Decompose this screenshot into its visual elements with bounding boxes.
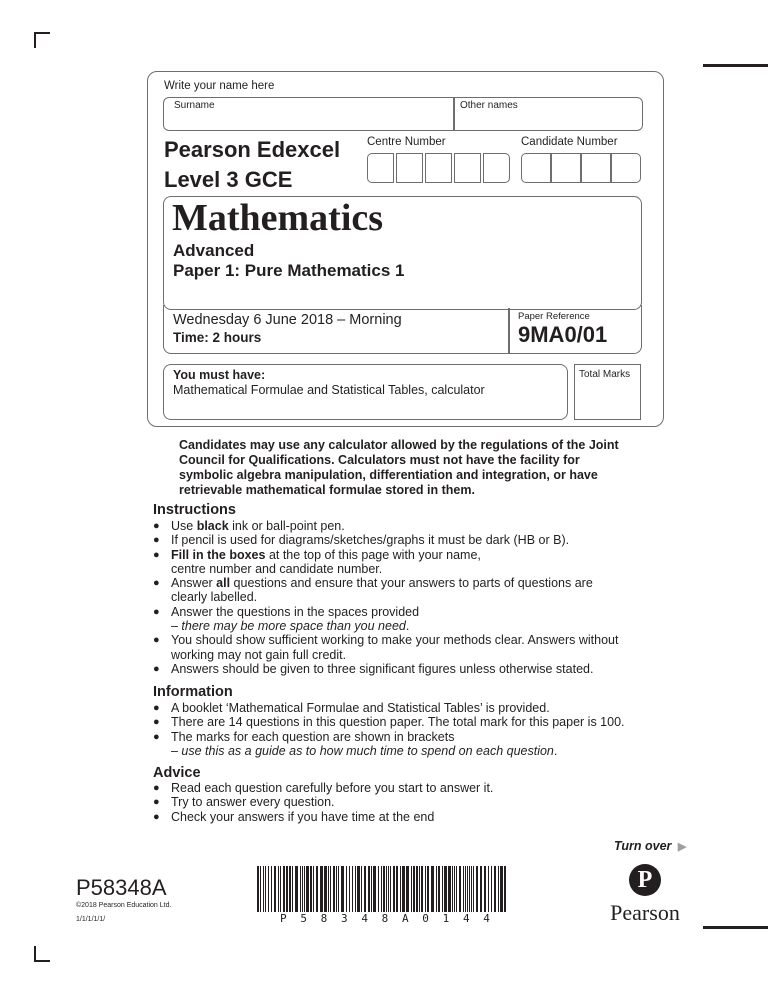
information-heading: Information (153, 684, 233, 700)
barcode-bar (289, 866, 291, 912)
barcode-digit: P (280, 912, 287, 925)
barcode-bar (260, 866, 261, 912)
other-names-field[interactable] (457, 112, 640, 129)
candidate-number-label: Candidate Number (521, 136, 618, 148)
session-date: Wednesday 6 June 2018 – Morning (173, 312, 402, 328)
barcode (257, 866, 509, 912)
list-item: ● Try to answer every question. (153, 795, 633, 809)
barcode-bar (306, 866, 309, 912)
barcode-bar (421, 866, 423, 912)
paper-reference-label: Paper Reference (518, 311, 590, 322)
calculator-notice: Candidates may use any calculator allowed by the regulations of the Joint Council for Qualifications. Calculators must not have the facility for symbolic algebra manipulation, differentiation and integration, or have retrievable mathematical formulae stored in them. (179, 438, 619, 497)
list-item: ● A booklet ‘Mathematical Formulae and Statistical Tables’ is provided. (153, 701, 653, 715)
list-item: ● Check your answers if you have time at the end (153, 810, 633, 824)
surname-field[interactable] (166, 112, 449, 129)
barcode-bar (467, 866, 468, 912)
barcode-bar (280, 866, 281, 912)
barcode-bar (411, 866, 412, 912)
barcode-bar (494, 866, 496, 912)
barcode-bar (371, 866, 372, 912)
barcode-bar (268, 866, 269, 912)
list-item: ● Read each question carefully before you start to answer it. (153, 781, 633, 795)
barcode-bar (413, 866, 415, 912)
barcode-bar (465, 866, 466, 912)
barcode-bar (265, 866, 266, 912)
list-item: ● The marks for each question are shown in brackets – use this as a guide as to how much time to spend on each question. (153, 730, 653, 759)
barcode-digits (280, 912, 490, 925)
centre-number-label: Centre Number (367, 136, 446, 148)
barcode-bar (378, 866, 379, 912)
barcode-bar (476, 866, 478, 912)
barcode-bar (341, 866, 344, 912)
crop-mark-bottom-left-h (34, 960, 50, 962)
barcode-bar (292, 866, 293, 912)
barcode-bar (416, 866, 418, 912)
barcode-bar (364, 866, 366, 912)
barcode-bar (436, 866, 437, 912)
name-box-divider (453, 98, 455, 130)
barcode-bar (442, 866, 443, 912)
barcode-bar (400, 866, 401, 912)
barcode-bar (427, 866, 429, 912)
barcode-bar (448, 866, 451, 912)
barcode-bar (271, 866, 272, 912)
barcode-bar (393, 866, 395, 912)
list-item: ● You should show sufficient working to make your methods clear. Answers without working may not gain full credit. (153, 633, 621, 662)
barcode-digit: A (401, 912, 409, 925)
barcode-bar (310, 866, 312, 912)
arrow-right-icon: ▶ (677, 841, 687, 853)
other-names-label: Other names (460, 100, 518, 111)
qualification-level: Level 3 GCE (164, 167, 293, 192)
barcode-bar (333, 866, 335, 912)
barcode-bar (274, 866, 276, 912)
paper-code: P58348A (76, 875, 167, 900)
barcode-bar (361, 866, 362, 912)
barcode-digit: 4 (361, 912, 368, 925)
crop-mark-top-left-v (34, 32, 36, 48)
surname-label: Surname (174, 100, 215, 111)
barcode-bar (390, 866, 391, 912)
barcode-bar (381, 866, 382, 912)
paper-reference-value: 9MA0/01 (518, 322, 608, 347)
centre-number-cell[interactable] (396, 153, 423, 183)
list-item: ● Answer the questions in the spaces provided – there may be more space than you need. (153, 605, 633, 634)
information-list (153, 701, 653, 758)
session-time: Time: 2 hours (173, 330, 262, 345)
barcode-bar (473, 866, 474, 912)
print-code: 1/1/1/1/1/ (76, 916, 106, 923)
barcode-bar (402, 866, 405, 912)
centre-number-cell[interactable] (483, 153, 510, 183)
barcode-bar (278, 866, 279, 912)
barcode-digit: 0 (422, 912, 429, 925)
barcode-bar (257, 866, 259, 912)
pearson-logo-letter: P (637, 867, 653, 893)
centre-number-cell[interactable] (425, 153, 452, 183)
barcode-digit: 4 (462, 912, 470, 925)
barcode-bar (373, 866, 376, 912)
subject-level: Advanced (173, 241, 255, 260)
barcode-bar (349, 866, 350, 912)
barcode-bar (444, 866, 447, 912)
barcode-digit: 3 (340, 912, 348, 925)
name-prompt: Write your name here (164, 80, 275, 92)
list-item: ● If pencil is used for diagrams/sketches/graphs it must be dark (HB or B). (153, 533, 633, 547)
barcode-bar (396, 866, 398, 912)
barcode-bar (316, 866, 318, 912)
crop-mark-top-left-h (34, 32, 50, 34)
barcode-digit: 4 (483, 912, 490, 925)
barcode-bar (459, 866, 461, 912)
edge-bar-bottom-right (703, 926, 768, 929)
barcode-bar (302, 866, 303, 912)
pearson-logo (603, 864, 687, 926)
candidate-number-cell[interactable] (611, 153, 641, 183)
barcode-bar (500, 866, 503, 912)
barcode-bar (491, 866, 492, 912)
barcode-digit: 1 (442, 912, 450, 925)
pearson-logo-mark-icon (629, 864, 661, 896)
barcode-bar (320, 866, 323, 912)
advice-list (153, 781, 633, 824)
barcode-bar (431, 866, 434, 912)
barcode-bar (368, 866, 370, 912)
barcode-bar (355, 866, 356, 912)
barcode-bar (419, 866, 420, 912)
barcode-bar (357, 866, 360, 912)
barcode-bar (313, 866, 314, 912)
list-item: ● Use black ink or ball-point pen. (153, 519, 633, 533)
barcode-digit: 5 (300, 912, 307, 925)
list-item: ● There are 14 questions in this question paper. The total mark for this paper is 100. (153, 715, 653, 729)
barcode-bar (488, 866, 489, 912)
barcode-bar (425, 866, 426, 912)
barcode-bar (336, 866, 337, 912)
barcode-bar (452, 866, 453, 912)
barcode-bar (352, 866, 353, 912)
barcode-bar (283, 866, 285, 912)
centre-number-cell[interactable] (454, 153, 481, 183)
barcode-bar (454, 866, 455, 912)
turn-over-label: Turn over (614, 839, 672, 853)
candidate-number-cell[interactable] (551, 153, 581, 183)
barcode-bar (386, 866, 387, 912)
barcode-bar (456, 866, 457, 912)
turn-over (614, 839, 686, 853)
barcode-bar (469, 866, 470, 912)
barcode-bar (438, 866, 440, 912)
barcode-bar (338, 866, 339, 912)
centre-number-cell[interactable] (367, 153, 394, 183)
must-have-items: Mathematical Formulae and Statistical Tables, calculator (173, 383, 485, 397)
barcode-bar (484, 866, 486, 912)
barcode-digit: 8 (320, 912, 328, 925)
barcode-bar (330, 866, 331, 912)
barcode-bar (295, 866, 298, 912)
barcode-bar (328, 866, 329, 912)
barcode-bar (504, 866, 506, 912)
board-name: Pearson Edexcel (164, 137, 341, 162)
barcode-bar (388, 866, 389, 912)
barcode-bar (263, 866, 264, 912)
paper-title: Paper 1: Pure Mathematics 1 (173, 261, 405, 280)
edge-bar-top-right (703, 64, 768, 67)
session-divider (508, 308, 510, 353)
barcode-bar (463, 866, 464, 912)
barcode-bar (300, 866, 301, 912)
barcode-bar (383, 866, 385, 912)
candidate-number-cell[interactable] (581, 153, 611, 183)
instructions-heading: Instructions (153, 502, 236, 518)
pearson-logo-text: Pearson (610, 900, 680, 925)
instructions-list (153, 519, 633, 676)
total-marks-label: Total Marks (579, 369, 631, 380)
list-item: ● Answers should be given to three significant figures unless otherwise stated. (153, 662, 633, 676)
subject-title: Mathematics (172, 197, 384, 239)
barcode-digit: 8 (381, 912, 389, 925)
advice-heading: Advice (153, 765, 201, 781)
barcode-bar (286, 866, 288, 912)
list-item: ● Answer all questions and ensure that your answers to parts of questions are clearly labelled. (153, 576, 611, 605)
barcode-bar (471, 866, 472, 912)
barcode-bar (324, 866, 327, 912)
barcode-bar (406, 866, 409, 912)
candidate-number-cell[interactable] (521, 153, 551, 183)
barcode-bar (480, 866, 482, 912)
must-have-heading: You must have: (173, 368, 266, 382)
copyright: ©2018 Pearson Education Ltd. (76, 902, 172, 909)
barcode-bar (304, 866, 305, 912)
barcode-bar (498, 866, 499, 912)
barcode-bar (346, 866, 347, 912)
list-item: ● Fill in the boxes at the top of this page with your name, centre number and candidate number. (153, 548, 511, 577)
